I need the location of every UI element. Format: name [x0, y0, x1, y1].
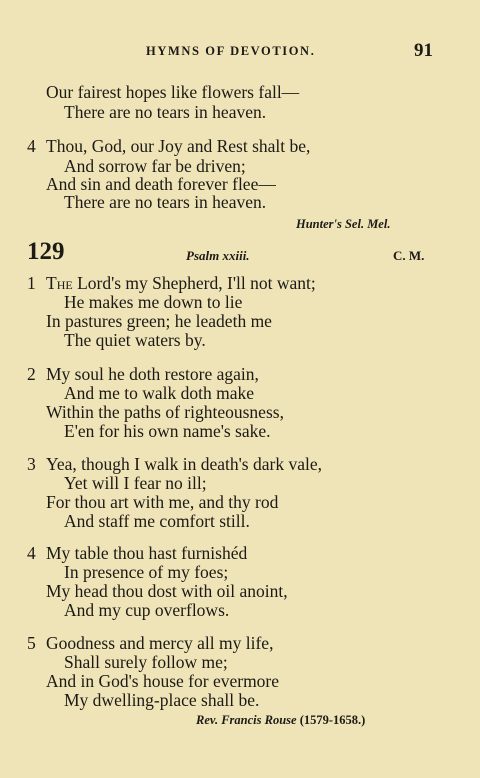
- verse-line: My soul he doth restore again,: [46, 364, 259, 384]
- author-attribution: [196, 713, 365, 728]
- verse-line: In pastures green; he leadeth me: [46, 311, 272, 331]
- author-dates: (1579-1658.): [299, 713, 366, 727]
- verse-line: Within the paths of righteousness,: [46, 402, 284, 422]
- psalm-reference: Psalm xxiii.: [186, 248, 250, 263]
- first-word: The: [46, 273, 73, 293]
- verse-line: Goodness and mercy all my life,: [46, 633, 274, 653]
- verse-line: My table thou hast furnishéd: [46, 543, 248, 563]
- stanza-number: 2: [27, 364, 36, 384]
- verse-line: Yea, though I walk in death's dark vale,: [46, 454, 322, 474]
- verse-line: There are no tears in heaven.: [64, 102, 267, 122]
- stanza-number: 4: [27, 543, 36, 563]
- verse-line: And sin and death forever flee—: [46, 174, 276, 194]
- verse-line: E'en for his own name's sake.: [64, 421, 271, 441]
- verse-line: Shall surely follow me;: [64, 652, 228, 672]
- meter: C. M.: [393, 248, 425, 263]
- verse-line: In presence of my foes;: [64, 562, 229, 582]
- verse-line: Our fairest hopes like flowers fall—: [46, 82, 300, 102]
- verse-line: [46, 273, 316, 293]
- hymn-number: 129: [27, 238, 65, 265]
- verse-line: The quiet waters by.: [64, 330, 206, 350]
- running-title: HYMNS OF DEVOTION.: [146, 44, 316, 58]
- page-header: [0, 40, 480, 66]
- stanza-number: 3: [27, 454, 36, 474]
- stanza-number: 4: [27, 136, 36, 156]
- verse-line: There are no tears in heaven.: [64, 192, 267, 212]
- verse-line: He makes me down to lie: [64, 292, 243, 312]
- stanza-number: 5: [27, 633, 36, 653]
- tune-attribution: Hunter's Sel. Mel.: [296, 217, 391, 231]
- author-name: Rev. Francis Rouse: [196, 713, 297, 727]
- verse-line: And staff me comfort still.: [64, 511, 250, 531]
- verse-line: And me to walk doth make: [64, 383, 255, 403]
- first-line-rest: Lord's my Shepherd, I'll not want;: [72, 273, 316, 293]
- verse-line: My dwelling-place shall be.: [64, 690, 260, 710]
- verse-line: And in God's house for evermore: [46, 671, 280, 691]
- verse-line: Thou, God, our Joy and Rest shalt be,: [46, 136, 311, 156]
- verse-line: And sorrow far be driven;: [64, 156, 246, 176]
- stanza-number: 1: [27, 273, 36, 293]
- verse-line: For thou art with me, and thy rod: [46, 492, 279, 512]
- verse-line: And my cup overflows.: [64, 600, 230, 620]
- page-number: 91: [414, 40, 433, 61]
- verse-line: Yet will I fear no ill;: [64, 473, 207, 493]
- verse-line: My head thou dost with oil anoint,: [46, 581, 288, 601]
